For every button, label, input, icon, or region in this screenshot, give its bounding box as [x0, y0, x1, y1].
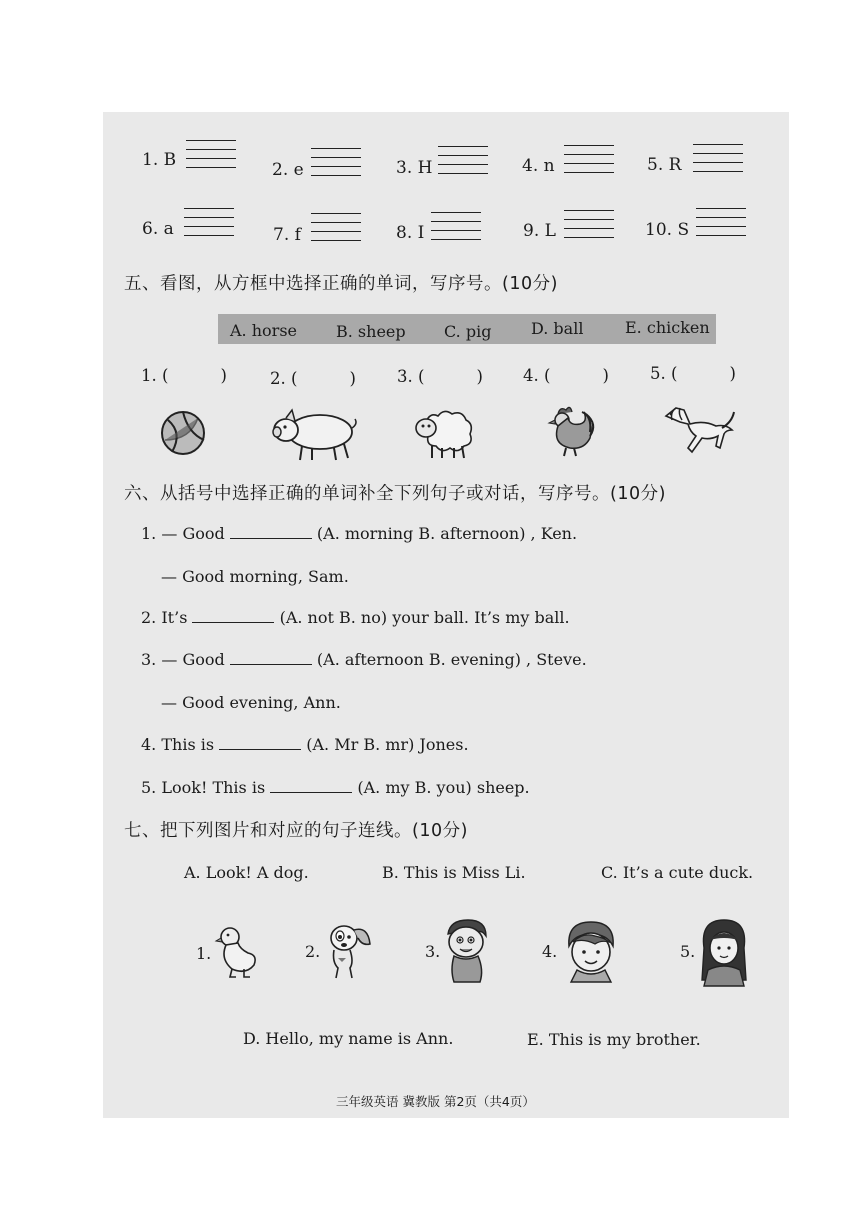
section-5-title: 五、看图，从方框中选择正确的单词，写序号。(10分): [124, 274, 558, 294]
writing-lines: [186, 140, 236, 176]
match-sentence[interactable]: D. Hello, my name is Ann.: [243, 1029, 454, 1048]
match-sentence[interactable]: C. It’s a cute duck.: [601, 863, 754, 882]
pig-icon: [272, 406, 358, 462]
word-option: C. pig: [444, 322, 492, 341]
sentence-reply: — Good morning, Sam.: [161, 567, 349, 586]
word-option: D. ball: [531, 319, 584, 338]
letter-prompt: 7. f: [273, 225, 301, 245]
match-sentence[interactable]: B. This is Miss Li.: [382, 863, 526, 882]
girl-icon[interactable]: [698, 918, 750, 988]
answer-blank[interactable]: 2. ( ): [270, 369, 356, 388]
horse-icon: [660, 402, 736, 458]
duck-icon[interactable]: [216, 925, 258, 979]
section-6-title: 六、从括号中选择正确的单词补全下列句子或对话，写序号。(10分): [124, 484, 666, 504]
sentence-reply: — Good evening, Ann.: [161, 693, 341, 712]
writing-lines: [438, 146, 488, 182]
letter-prompt: 6. a: [142, 219, 174, 239]
picture-number: 5.: [680, 942, 696, 961]
answer-blank[interactable]: 5. ( ): [650, 364, 736, 383]
answer-blank[interactable]: 1. ( ): [141, 366, 227, 385]
boy-face-icon[interactable]: [563, 920, 619, 982]
letter-prompt: 8. I: [396, 223, 425, 243]
fill-blank[interactable]: [230, 650, 312, 665]
answer-blank[interactable]: 3. ( ): [397, 367, 483, 386]
word-option: A. horse: [230, 321, 297, 340]
writing-lines: [564, 210, 614, 246]
fill-blank[interactable]: [192, 608, 274, 623]
writing-lines: [564, 145, 614, 181]
picture-number: 1.: [196, 944, 212, 963]
sheep-icon: [412, 404, 476, 460]
word-option: B. sheep: [336, 322, 406, 341]
letter-prompt: 5. R: [647, 155, 682, 175]
chicken-icon: [544, 404, 596, 458]
sentence-item: 2. It’s (A. not B. no) your ball. It’s my ball.: [141, 608, 570, 627]
letter-prompt: 2. e: [272, 160, 304, 180]
match-sentence[interactable]: E. This is my brother.: [527, 1030, 701, 1049]
fill-blank[interactable]: [270, 778, 352, 793]
writing-lines: [311, 213, 361, 249]
ball-icon: [160, 410, 206, 456]
letter-prompt: 10. S: [645, 220, 690, 240]
writing-lines: [431, 212, 481, 248]
picture-number: 4.: [542, 942, 558, 961]
match-sentence[interactable]: A. Look! A dog.: [184, 863, 309, 882]
letter-prompt: 1. B: [142, 150, 177, 170]
writing-lines: [311, 148, 361, 184]
section-7-title: 七、把下列图片和对应的句子连线。(10分): [124, 821, 468, 841]
fill-blank[interactable]: [219, 735, 301, 750]
writing-lines: [184, 208, 234, 244]
letter-prompt: 9. L: [523, 221, 556, 241]
boy-icon[interactable]: [440, 918, 492, 984]
sentence-item: 5. Look! This is (A. my B. you) sheep.: [141, 778, 530, 797]
letter-prompt: 4. n: [522, 156, 555, 176]
word-option: E. chicken: [625, 318, 710, 337]
letter-prompt: 3. H: [396, 158, 433, 178]
writing-lines: [696, 208, 746, 244]
page-footer: 三年级英语 冀教版 第2页（共4页）: [336, 1094, 535, 1109]
answer-blank[interactable]: 4. ( ): [523, 366, 609, 385]
dog-icon[interactable]: [322, 920, 376, 980]
sentence-item: 1. — Good (A. morning B. afternoon) , Ken.: [141, 524, 578, 543]
picture-number: 3.: [425, 942, 441, 961]
writing-lines: [693, 144, 743, 180]
sentence-item: 3. — Good (A. afternoon B. evening) , Steve.: [141, 650, 587, 669]
fill-blank[interactable]: [230, 524, 312, 539]
picture-number: 2.: [305, 942, 321, 961]
sentence-item: 4. This is (A. Mr B. mr) Jones.: [141, 735, 469, 754]
